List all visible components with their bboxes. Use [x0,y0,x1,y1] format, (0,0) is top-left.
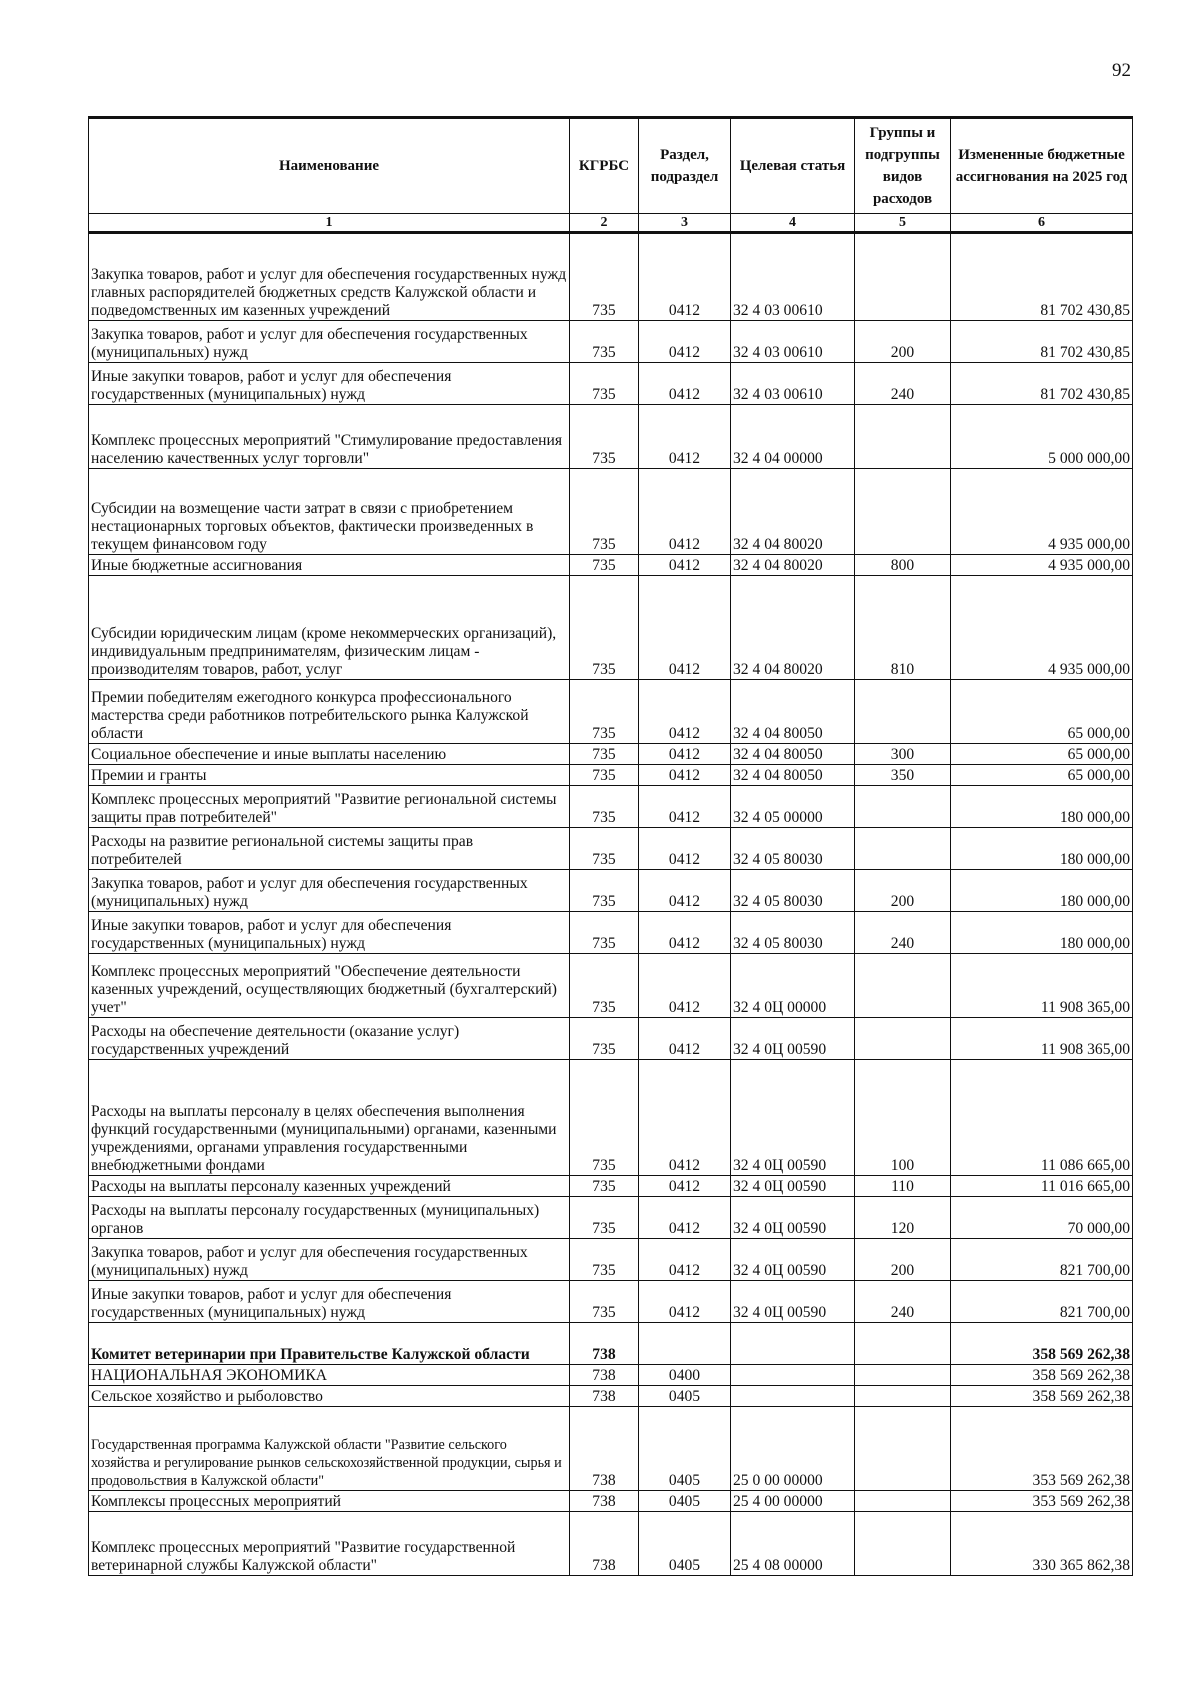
row-group: 120 [855,1197,951,1239]
row-razdel: 0412 [639,954,731,1018]
row-kgrbs: 738 [570,1491,639,1512]
row-amount: 65 000,00 [951,680,1133,744]
row-kgrbs: 735 [570,233,639,321]
row-target [731,1323,855,1365]
row-amount: 180 000,00 [951,912,1133,954]
row-amount: 81 702 430,85 [951,363,1133,405]
row-amount: 4 935 000,00 [951,469,1133,555]
header-name: Наименование [89,118,570,214]
row-target: 32 4 05 00000 [731,786,855,828]
row-name: Расходы на выплаты персоналу казенных учреждений [89,1176,570,1197]
row-name: Премии и гранты [89,765,570,786]
row-target: 32 4 05 80030 [731,828,855,870]
row-target: 32 4 04 80020 [731,469,855,555]
row-amount: 81 702 430,85 [951,321,1133,363]
row-name: Комитет ветеринарии при Правительстве Калужской области [89,1323,570,1365]
row-kgrbs: 735 [570,828,639,870]
row-group: 240 [855,1281,951,1323]
header-group: Группы и подгруппы видов расходов [855,118,951,214]
row-target: 32 4 0Ц 00590 [731,1281,855,1323]
row-group: 240 [855,912,951,954]
row-kgrbs: 735 [570,555,639,576]
row-group [855,954,951,1018]
row-amount: 11 908 365,00 [951,1018,1133,1060]
table-row [89,1407,1133,1491]
header-target: Целевая статья [731,118,855,214]
row-razdel: 0412 [639,233,731,321]
row-razdel: 0412 [639,555,731,576]
row-group [855,1323,951,1365]
row-razdel: 0412 [639,321,731,363]
row-name: Расходы на развитие региональной системы защиты прав потребителей [89,828,570,870]
row-razdel [639,1323,731,1365]
table-row [89,321,1133,363]
row-amount: 11 086 665,00 [951,1060,1133,1176]
row-kgrbs: 735 [570,954,639,1018]
row-target: 32 4 0Ц 00590 [731,1018,855,1060]
row-group [855,1512,951,1576]
row-group: 300 [855,744,951,765]
row-name: Расходы на выплаты персоналу в целях обеспечения выполнения функций государственными (муниципальными) органами, казенными учреждениями, органами управления государственными внебюджетными фондами [89,1060,570,1176]
row-group [855,1018,951,1060]
row-name: Комплекс процессных мероприятий "Развитие государственной ветеринарной службы Калужской области" [89,1512,570,1576]
row-kgrbs: 735 [570,1281,639,1323]
row-group: 810 [855,576,951,680]
table-row [89,1386,1133,1407]
row-group: 110 [855,1176,951,1197]
row-kgrbs: 735 [570,912,639,954]
row-name: Субсидии на возмещение части затрат в связи с приобретением нестационарных торговых объектов, фактически произведенных в текущем финансовом году [89,469,570,555]
row-razdel: 0405 [639,1512,731,1576]
row-kgrbs: 735 [570,680,639,744]
row-razdel: 0412 [639,1281,731,1323]
row-target: 32 4 04 00000 [731,405,855,469]
table-row [89,1239,1133,1281]
row-target: 32 4 03 00610 [731,233,855,321]
row-razdel: 0412 [639,870,731,912]
row-target: 32 4 04 80050 [731,680,855,744]
row-razdel: 0405 [639,1407,731,1491]
row-target [731,1386,855,1407]
row-razdel: 0412 [639,576,731,680]
table-row [89,1491,1133,1512]
row-name: Комплексы процессных мероприятий [89,1491,570,1512]
table-row [89,1176,1133,1197]
row-kgrbs: 738 [570,1407,639,1491]
row-name: Расходы на обеспечение деятельности (оказание услуг) государственных учреждений [89,1018,570,1060]
row-target: 32 4 03 00610 [731,363,855,405]
table-row [89,1060,1133,1176]
row-razdel: 0405 [639,1386,731,1407]
row-name: Закупка товаров, работ и услуг для обеспечения государственных (муниципальных) нужд [89,870,570,912]
row-kgrbs: 735 [570,870,639,912]
row-group: 200 [855,1239,951,1281]
row-razdel: 0412 [639,680,731,744]
row-amount: 4 935 000,00 [951,555,1133,576]
row-target: 32 4 05 80030 [731,912,855,954]
row-razdel: 0400 [639,1365,731,1386]
row-amount: 65 000,00 [951,744,1133,765]
row-razdel: 0412 [639,405,731,469]
row-razdel: 0412 [639,786,731,828]
header-kgrbs: КГРБС [570,118,639,214]
row-group [855,1386,951,1407]
table-row [89,233,1133,321]
row-name: Иные закупки товаров, работ и услуг для обеспечения государственных (муниципальных) нужд [89,363,570,405]
table-row [89,555,1133,576]
row-amount: 11 016 665,00 [951,1176,1133,1197]
row-group: 200 [855,321,951,363]
row-amount: 180 000,00 [951,870,1133,912]
column-number: 3 [639,214,731,233]
row-name: Иные закупки товаров, работ и услуг для обеспечения государственных (муниципальных) нужд [89,912,570,954]
row-target: 32 4 04 80050 [731,744,855,765]
row-name: Комплекс процессных мероприятий "Стимулирование предоставления населению качественных услуг торговли" [89,405,570,469]
row-group [855,405,951,469]
row-name: Иные бюджетные ассигнования [89,555,570,576]
column-number: 6 [951,214,1133,233]
row-kgrbs: 735 [570,765,639,786]
table-row [89,469,1133,555]
row-razdel: 0412 [639,1176,731,1197]
row-name: Иные закупки товаров, работ и услуг для обеспечения государственных (муниципальных) нужд [89,1281,570,1323]
row-target: 32 4 05 80030 [731,870,855,912]
table-row [89,1281,1133,1323]
row-kgrbs: 735 [570,1197,639,1239]
table-row [89,1365,1133,1386]
row-kgrbs: 735 [570,744,639,765]
row-kgrbs: 735 [570,1239,639,1281]
table-row [89,405,1133,469]
table-row [89,1197,1133,1239]
table-row [89,786,1133,828]
row-razdel: 0412 [639,469,731,555]
row-group [855,233,951,321]
row-group [855,680,951,744]
row-name: Закупка товаров, работ и услуг для обеспечения государственных (муниципальных) нужд [89,321,570,363]
row-group [855,1365,951,1386]
row-amount: 358 569 262,38 [951,1323,1133,1365]
column-number: 1 [89,214,570,233]
table-row [89,912,1133,954]
row-razdel: 0412 [639,744,731,765]
row-kgrbs: 735 [570,469,639,555]
table-row [89,744,1133,765]
table-row [89,363,1133,405]
row-amount: 821 700,00 [951,1281,1133,1323]
table-row [89,576,1133,680]
budget-table [88,116,1133,1576]
row-name: Комплекс процессных мероприятий "Развитие региональной системы защиты прав потребителей" [89,786,570,828]
row-name: Закупка товаров, работ и услуг для обеспечения государственных нужд главных распорядителей бюджетных средств Калужской области и подведомственных им казенных учреждений [89,233,570,321]
row-amount: 5 000 000,00 [951,405,1133,469]
row-group [855,469,951,555]
row-name: Государственная программа Калужской области "Развитие сельского хозяйства и регулирование рынков сельскохозяйственной продукции, сырья и продовольствия в Калужской области" [89,1407,570,1491]
row-amount: 358 569 262,38 [951,1365,1133,1386]
table-row [89,954,1133,1018]
row-name: Закупка товаров, работ и услуг для обеспечения государственных (муниципальных) нужд [89,1239,570,1281]
table-row [89,1323,1133,1365]
row-razdel: 0405 [639,1491,731,1512]
page-number: 92 [1112,60,1131,81]
row-group: 800 [855,555,951,576]
table-row [89,765,1133,786]
header-razdel: Раздел, подраздел [639,118,731,214]
row-razdel: 0412 [639,765,731,786]
table-row [89,870,1133,912]
row-amount: 180 000,00 [951,828,1133,870]
row-razdel: 0412 [639,828,731,870]
column-number: 4 [731,214,855,233]
row-kgrbs: 735 [570,1060,639,1176]
column-number: 5 [855,214,951,233]
row-target: 32 4 03 00610 [731,321,855,363]
row-target: 25 4 00 00000 [731,1491,855,1512]
row-kgrbs: 735 [570,576,639,680]
row-amount: 4 935 000,00 [951,576,1133,680]
row-target [731,1365,855,1386]
row-kgrbs: 735 [570,405,639,469]
row-target: 32 4 0Ц 00590 [731,1060,855,1176]
row-name: Расходы на выплаты персоналу государственных (муниципальных) органов [89,1197,570,1239]
row-kgrbs: 738 [570,1386,639,1407]
row-kgrbs: 735 [570,1018,639,1060]
row-razdel: 0412 [639,363,731,405]
row-razdel: 0412 [639,912,731,954]
row-razdel: 0412 [639,1197,731,1239]
row-kgrbs: 735 [570,363,639,405]
row-target: 32 4 0Ц 00590 [731,1176,855,1197]
row-group [855,1407,951,1491]
row-target: 32 4 0Ц 00590 [731,1239,855,1281]
row-target: 32 4 0Ц 00000 [731,954,855,1018]
table-body [89,233,1133,1576]
row-target: 32 4 0Ц 00590 [731,1197,855,1239]
row-group: 100 [855,1060,951,1176]
row-target: 32 4 04 80020 [731,555,855,576]
table-row [89,828,1133,870]
row-group [855,786,951,828]
row-kgrbs: 738 [570,1365,639,1386]
row-name: Сельское хозяйство и рыболовство [89,1386,570,1407]
row-razdel: 0412 [639,1060,731,1176]
row-razdel: 0412 [639,1018,731,1060]
row-amount: 353 569 262,38 [951,1407,1133,1491]
row-kgrbs: 738 [570,1323,639,1365]
row-kgrbs: 735 [570,1176,639,1197]
column-number: 2 [570,214,639,233]
row-group: 240 [855,363,951,405]
row-target: 25 4 08 00000 [731,1512,855,1576]
row-name: Комплекс процессных мероприятий "Обеспечение деятельности казенных учреждений, осуществляющих бюджетный (бухгалтерский) учет" [89,954,570,1018]
row-kgrbs: 735 [570,321,639,363]
row-kgrbs: 735 [570,786,639,828]
row-amount: 81 702 430,85 [951,233,1133,321]
row-amount: 353 569 262,38 [951,1491,1133,1512]
row-amount: 358 569 262,38 [951,1386,1133,1407]
table-row [89,680,1133,744]
row-amount: 65 000,00 [951,765,1133,786]
row-razdel: 0412 [639,1239,731,1281]
header-amount: Измененные бюджетные ассигнования на 2025 год [951,118,1133,214]
row-target: 32 4 04 80020 [731,576,855,680]
row-kgrbs: 738 [570,1512,639,1576]
row-group: 200 [855,870,951,912]
row-name: Социальное обеспечение и иные выплаты населению [89,744,570,765]
table-row [89,1512,1133,1576]
row-group [855,1491,951,1512]
row-name: Субсидии юридическим лицам (кроме некоммерческих организаций), индивидуальным предпринимателям, физическим лицам - производителям товаров, работ, услуг [89,576,570,680]
row-name: НАЦИОНАЛЬНАЯ ЭКОНОМИКА [89,1365,570,1386]
row-group: 350 [855,765,951,786]
row-amount: 180 000,00 [951,786,1133,828]
row-amount: 330 365 862,38 [951,1512,1133,1576]
row-amount: 11 908 365,00 [951,954,1133,1018]
row-target: 25 0 00 00000 [731,1407,855,1491]
row-name: Премии победителям ежегодного конкурса профессионального мастерства среди работников потребительского рынка Калужской области [89,680,570,744]
row-amount: 70 000,00 [951,1197,1133,1239]
row-amount: 821 700,00 [951,1239,1133,1281]
row-group [855,828,951,870]
table-row [89,1018,1133,1060]
row-target: 32 4 04 80050 [731,765,855,786]
